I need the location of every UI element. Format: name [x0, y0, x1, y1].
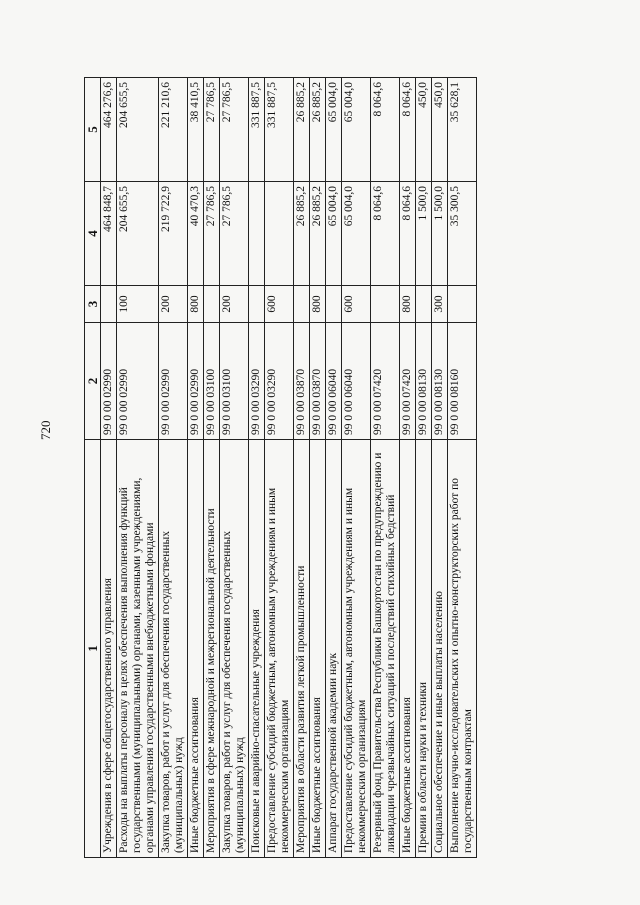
row-kind-cell: 800 [400, 286, 416, 323]
row-amount-col5-cell: 450,0 [432, 78, 448, 182]
row-amount-col4-cell [249, 182, 265, 286]
header-col-4: 4 [85, 182, 101, 286]
row-name-cell: Закупка товаров, работ и услуг для обеспечения государственных (муниципальных) нужд [220, 440, 249, 858]
row-amount-col5-cell: 8 064,6 [371, 78, 400, 182]
row-name-cell: Закупка товаров, работ и услуг для обеспечения государственных (муниципальных) нужд [159, 440, 188, 858]
row-code-cell: 99 0 00 03290 [249, 323, 265, 440]
table-row [342, 78, 371, 858]
row-amount-col4-cell: 8 064,6 [400, 182, 416, 286]
row-amount-col5-cell: 38 410,5 [188, 78, 204, 182]
row-code-cell: 99 0 00 08160 [448, 323, 477, 440]
table-row [371, 78, 400, 858]
row-name-cell: Иные бюджетные ассигнования [400, 440, 416, 858]
row-code-cell: 99 0 00 07420 [371, 323, 400, 440]
row-code-cell: 99 0 00 02990 [159, 323, 188, 440]
header-col-2: 2 [85, 323, 101, 440]
row-code-cell: 99 0 00 02990 [101, 323, 117, 440]
row-name-cell: Выполнение научно-исследовательских и опытно-конструкторских работ по государственным контрактам [448, 440, 477, 858]
row-name-cell: Предоставление субсидий бюджетным, автономным учреждениям и иным некоммерческим организациям [342, 440, 371, 858]
table-row [294, 78, 310, 858]
row-kind-cell [416, 286, 432, 323]
row-code-cell: 99 0 00 03100 [204, 323, 220, 440]
row-code-cell: 99 0 00 03100 [220, 323, 249, 440]
table-row [326, 78, 342, 858]
row-amount-col5-cell: 35 628,1 [448, 78, 477, 182]
row-kind-cell [326, 286, 342, 323]
row-name-cell: Мероприятия в области развития легкой промышленности [294, 440, 310, 858]
table-row [416, 78, 432, 858]
row-amount-col4-cell: 65 004,0 [342, 182, 371, 286]
table-body [101, 78, 477, 858]
row-kind-cell: 200 [159, 286, 188, 323]
row-amount-col4-cell: 464 848,7 [101, 182, 117, 286]
table-row [249, 78, 265, 858]
row-amount-col5-cell: 27 786,5 [220, 78, 249, 182]
table-row [310, 78, 326, 858]
row-amount-col4-cell: 1 500,0 [416, 182, 432, 286]
table-row [220, 78, 249, 858]
row-code-cell: 99 0 00 03870 [294, 323, 310, 440]
row-kind-cell: 100 [117, 286, 159, 323]
row-amount-col5-cell: 65 004,0 [326, 78, 342, 182]
row-amount-col5-cell: 65 004,0 [342, 78, 371, 182]
row-name-cell: Мероприятия в сфере межнародной и межрегиональной деятельности [204, 440, 220, 858]
row-amount-col5-cell: 464 276,6 [101, 78, 117, 182]
table-row [400, 78, 416, 858]
table-row [188, 78, 204, 858]
row-amount-col5-cell: 26 885,2 [294, 78, 310, 182]
row-amount-col4-cell: 8 064,6 [371, 182, 400, 286]
row-name-cell: Учреждения в сфере общегосударственного управления [101, 440, 117, 858]
row-kind-cell: 300 [432, 286, 448, 323]
row-amount-col4-cell: 1 500,0 [432, 182, 448, 286]
row-amount-col4-cell: 27 786,5 [220, 182, 249, 286]
row-amount-col5-cell: 331 887,5 [249, 78, 265, 182]
row-kind-cell: 600 [342, 286, 371, 323]
row-amount-col5-cell: 221 210,6 [159, 78, 188, 182]
header-col-1: 1 [85, 440, 101, 858]
table-row [432, 78, 448, 858]
row-amount-col5-cell: 27 786,5 [204, 78, 220, 182]
row-code-cell: 99 0 00 07420 [400, 323, 416, 440]
budget-table [84, 77, 477, 858]
budget-table-page [84, 78, 586, 858]
row-amount-col4-cell: 26 885,2 [294, 182, 310, 286]
table-row [204, 78, 220, 858]
row-kind-cell [204, 286, 220, 323]
row-kind-cell: 600 [265, 286, 294, 323]
row-amount-col4-cell [265, 182, 294, 286]
page-number: 720 [38, 420, 53, 440]
row-amount-col4-cell: 26 885,2 [310, 182, 326, 286]
row-name-cell: Расходы на выплаты персоналу в целях обеспечения выполнения функций государственными (муниципальными) органами, казенными учреждениями, органами управления государственными внебюджетными фондами [117, 440, 159, 858]
header-col-5: 5 [85, 78, 101, 182]
row-code-cell: 99 0 00 08130 [416, 323, 432, 440]
row-amount-col4-cell: 219 722,9 [159, 182, 188, 286]
row-kind-cell [249, 286, 265, 323]
row-code-cell: 99 0 00 03870 [310, 323, 326, 440]
row-code-cell: 99 0 00 02990 [188, 323, 204, 440]
table-row [265, 78, 294, 858]
row-name-cell: Поисковые и аварийно-спасательные учреждения [249, 440, 265, 858]
row-name-cell: Иные бюджетные ассигнования [310, 440, 326, 858]
row-amount-col5-cell: 204 655,5 [117, 78, 159, 182]
row-kind-cell [448, 286, 477, 323]
row-code-cell: 99 0 00 06040 [326, 323, 342, 440]
row-amount-col5-cell: 331 887,5 [265, 78, 294, 182]
row-name-cell: Предоставление субсидий бюджетным, автономным учреждениям и иным некоммерческим организациям [265, 440, 294, 858]
header-row [85, 78, 101, 858]
row-name-cell: Иные бюджетные ассигнования [188, 440, 204, 858]
row-name-cell: Резервный фонд Правительства Республики Башкортостан по предупреждению и ликвидации чрезвычайных ситуаций и последствий стихийных бедствий [371, 440, 400, 858]
row-amount-col4-cell: 27 786,5 [204, 182, 220, 286]
row-name-cell: Аппарат государственной академии наук [326, 440, 342, 858]
header-col-3: 3 [85, 286, 101, 323]
row-code-cell: 99 0 00 02990 [117, 323, 159, 440]
table-row [117, 78, 159, 858]
table-row [448, 78, 477, 858]
row-name-cell: Социальное обеспечение и иные выплаты населению [432, 440, 448, 858]
table-row [159, 78, 188, 858]
row-amount-col4-cell: 35 300,5 [448, 182, 477, 286]
row-kind-cell: 800 [188, 286, 204, 323]
row-code-cell: 99 0 00 03290 [265, 323, 294, 440]
row-kind-cell [371, 286, 400, 323]
row-amount-col4-cell: 40 470,3 [188, 182, 204, 286]
row-amount-col5-cell: 8 064,6 [400, 78, 416, 182]
row-kind-cell: 200 [220, 286, 249, 323]
row-code-cell: 99 0 00 08130 [432, 323, 448, 440]
row-kind-cell: 800 [310, 286, 326, 323]
row-code-cell: 99 0 00 06040 [342, 323, 371, 440]
row-kind-cell [101, 286, 117, 323]
row-amount-col5-cell: 450,0 [416, 78, 432, 182]
row-amount-col4-cell: 204 655,5 [117, 182, 159, 286]
row-amount-col5-cell: 26 885,2 [310, 78, 326, 182]
row-name-cell: Премии в области науки и техники [416, 440, 432, 858]
table-header [85, 78, 101, 858]
row-kind-cell [294, 286, 310, 323]
row-amount-col4-cell: 65 004,0 [326, 182, 342, 286]
table-row [101, 78, 117, 858]
